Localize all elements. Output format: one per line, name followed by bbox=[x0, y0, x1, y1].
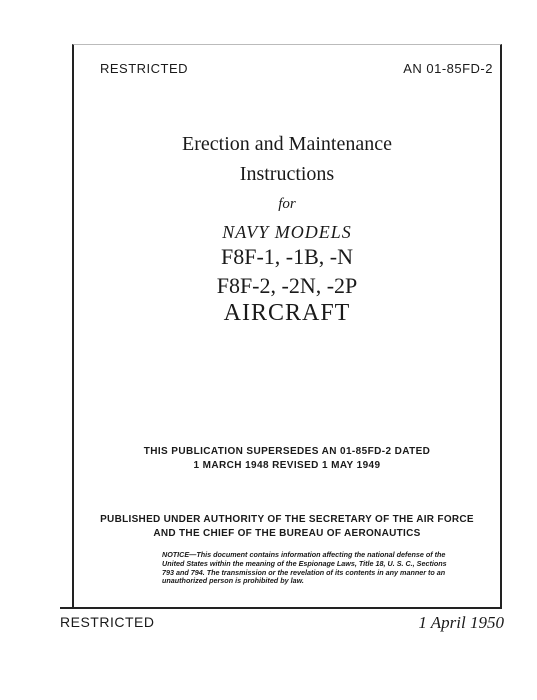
supersedes-line-1: THIS PUBLICATION SUPERSEDES AN 01-85FD-2 DATED bbox=[143, 446, 431, 457]
notice-text: NOTICE—This document contains information affecting the national defense of the United States within the meaning of the Espionage Laws, Title 18, U. S. C., Sections 793 and 794. The transmission or the revelation of its contents in any manner to an unauthorized person is prohibited by law. bbox=[162, 550, 447, 586]
title-line-4: NAVY MODELS bbox=[222, 222, 352, 242]
footer-date: 1 April 1950 bbox=[418, 613, 504, 632]
title-line-6: F8F-2, -2N, -2P bbox=[216, 273, 358, 298]
title-line-7: AIRCRAFT bbox=[223, 300, 351, 326]
authority-line-1: PUBLISHED UNDER AUTHORITY OF THE SECRETARY OF THE AIR FORCE bbox=[100, 514, 474, 525]
bottom-rule bbox=[60, 607, 502, 609]
title-line-5: F8F-1, -1B, -N bbox=[220, 244, 353, 269]
title-line-3: for bbox=[278, 196, 296, 212]
authority-line-2: AND THE CHIEF OF THE BUREAU OF AERONAUTICS bbox=[153, 528, 421, 539]
header-classification: RESTRICTED bbox=[100, 61, 189, 76]
title-line-2: Instructions bbox=[239, 163, 335, 185]
header-document-number: AN 01-85FD-2 bbox=[403, 61, 493, 76]
footer-classification: RESTRICTED bbox=[60, 614, 155, 630]
title-line-1: Erection and Maintenance bbox=[182, 133, 392, 155]
supersedes-line-2: 1 MARCH 1948 REVISED 1 MAY 1949 bbox=[193, 460, 381, 471]
